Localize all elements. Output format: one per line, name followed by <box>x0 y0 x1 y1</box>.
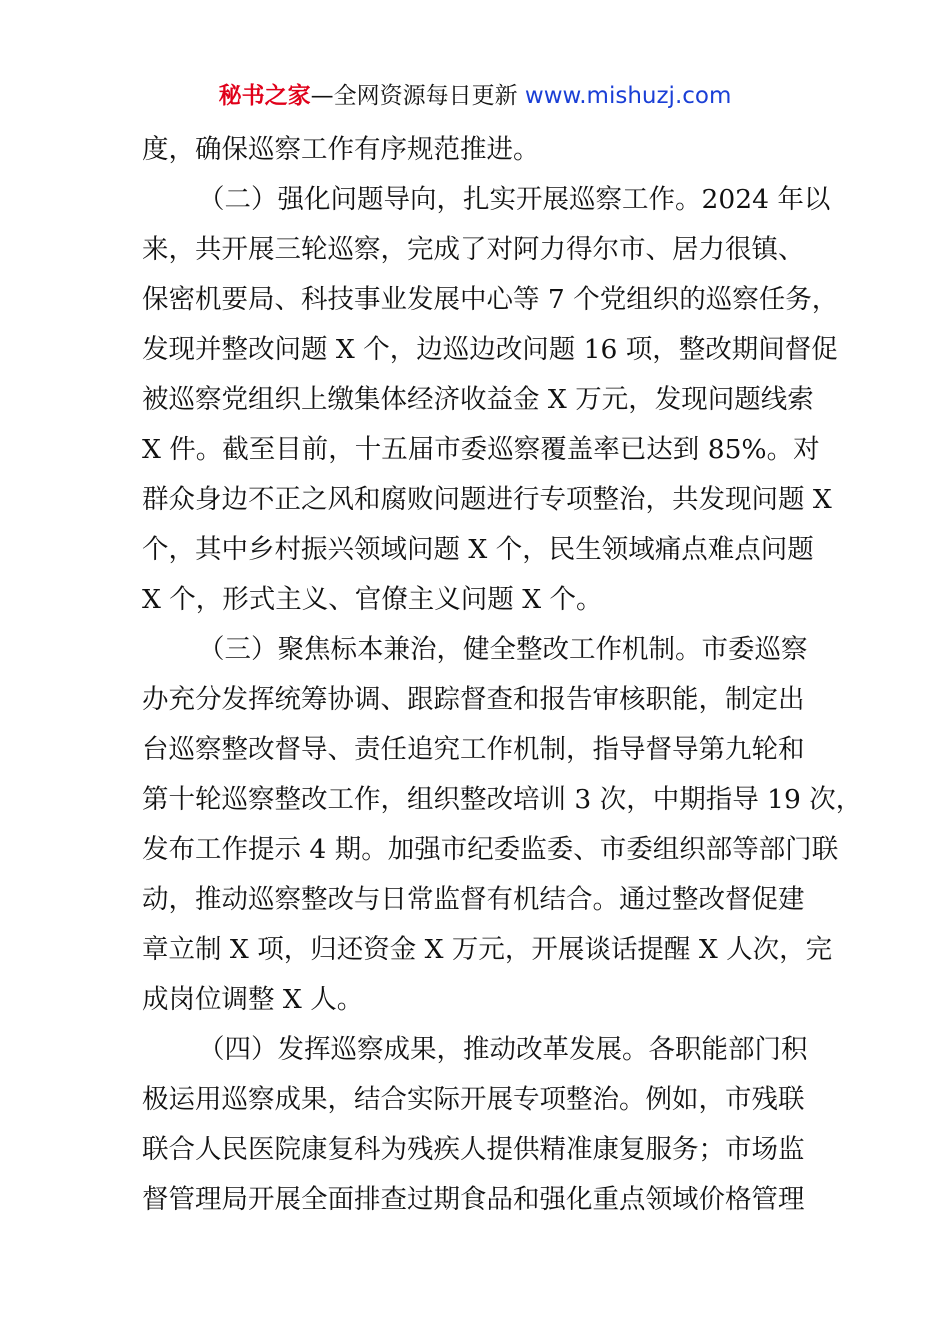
text-line: 台巡察整改督导、责任追究工作机制，指导督导第九轮和 <box>142 734 805 765</box>
paragraph-heading-line: （三）聚焦标本兼治，健全整改工作机制。市委巡察 <box>198 634 808 665</box>
text-line: 来，共开展三轮巡察，完成了对阿力得尔市、居力很镇、 <box>142 234 805 265</box>
text-line: 办充分发挥统筹协调、跟踪督查和报告审核职能，制定出 <box>142 684 805 715</box>
paragraph-heading-line: （二）强化问题导向，扎实开展巡察工作。2024 年以 <box>198 184 831 215</box>
document-body <box>142 125 863 1225</box>
paragraph-heading-line: （四）发挥巡察成果，推动改革发展。各职能部门积 <box>198 1034 808 1065</box>
text-line: 个，其中乡村振兴领域问题 X 个，民生领域痛点难点问题 <box>142 534 814 565</box>
text-line: 督管理局开展全面排查过期食品和强化重点领域价格管理 <box>142 1184 805 1215</box>
text-line: 联合人民医院康复科为残疾人提供精准康复服务；市场监 <box>142 1134 805 1165</box>
site-url[interactable]: www.mishuzj.com <box>524 83 732 109</box>
site-header <box>0 80 950 112</box>
text-line: 发布工作提示 4 期。加强市纪委监委、市委组织部等部门联 <box>142 834 839 865</box>
text-line: 群众身边不正之风和腐败问题进行专项整治，共发现问题 X <box>142 484 832 515</box>
text-line: 度，确保巡察工作有序规范推进。 <box>142 134 540 165</box>
tagline: —全网资源每日更新 <box>310 83 518 109</box>
text-line: 成岗位调整 X 人。 <box>142 984 364 1015</box>
text-line: 被巡察党组织上缴集体经济收益金 X 万元，发现问题线索 <box>142 384 814 415</box>
text-line: X 个，形式主义、官僚主义问题 X 个。 <box>142 584 603 615</box>
text-line: 第十轮巡察整改工作，组织整改培训 3 次，中期指导 19 次， <box>142 784 863 815</box>
brand-name: 秘书之家 <box>218 83 311 109</box>
text-line: 章立制 X 项，归还资金 X 万元，开展谈话提醒 X 人次，完 <box>142 934 833 965</box>
text-line: 极运用巡察成果，结合实际开展专项整治。例如，市残联 <box>142 1084 805 1115</box>
text-line: 发现并整改问题 X 个，边巡边改问题 16 项，整改期间督促 <box>142 334 838 365</box>
text-line: 保密机要局、科技事业发展中心等 7 个党组织的巡察任务， <box>142 284 839 315</box>
text-line: X 件。截至目前，十五届市委巡察覆盖率已达到 85%。对 <box>142 434 820 465</box>
text-line: 动，推动巡察整改与日常监督有机结合。通过整改督促建 <box>142 884 805 915</box>
